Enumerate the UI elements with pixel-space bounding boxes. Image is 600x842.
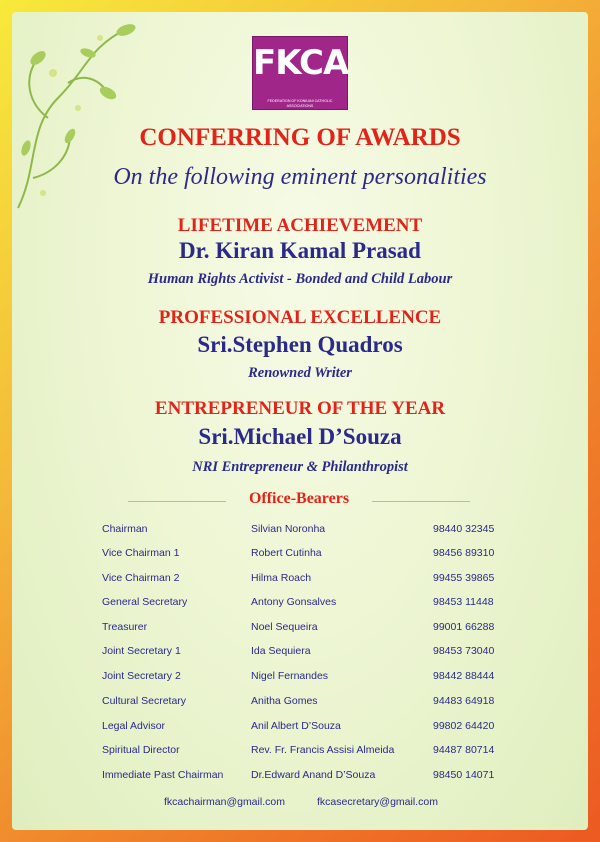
- office-bearer-row: [0, 621, 600, 637]
- office-bearer-row: [0, 720, 600, 736]
- logo-text: FKCA: [253, 43, 349, 83]
- office-bearer-row: [0, 695, 600, 711]
- bearer-phone: 98450 14071: [433, 769, 495, 781]
- bearer-role: General Secretary: [102, 596, 188, 608]
- office-bearers-heading: Office-Bearers: [248, 490, 350, 507]
- page-title: CONFERRING OF AWARDS: [139, 124, 461, 151]
- bearer-name: Antony Gonsalves: [251, 596, 337, 608]
- award-category: PROFESSIONAL EXCELLENCE: [158, 307, 442, 328]
- award-recipient-description: NRI Entrepreneur & Philanthropist: [192, 459, 408, 475]
- office-bearer-row: [0, 744, 600, 760]
- office-bearer-row: [0, 547, 600, 563]
- bearer-phone: 94483 64918: [433, 695, 495, 707]
- award-category: ENTREPRENEUR OF THE YEAR: [154, 398, 446, 419]
- bearer-name: Nigel Fernandes: [251, 670, 329, 682]
- office-bearer-row: [0, 572, 600, 588]
- award-recipient-name: Sri.Stephen Quadros: [197, 332, 403, 357]
- bearer-role: Spiritual Director: [102, 744, 180, 756]
- award-recipient-name: Dr. Kiran Kamal Prasad: [179, 238, 421, 263]
- secretary-email-link[interactable]: fkcasecretary@gmail.com: [317, 796, 438, 808]
- award-recipient-description: Renowned Writer: [248, 365, 352, 381]
- office-bearer-row: [0, 670, 600, 686]
- bearer-role: Joint Secretary 1: [102, 645, 181, 657]
- award-recipient-description: Human Rights Activist - Bonded and Child Labour: [147, 271, 453, 287]
- bearer-phone: 99802 64420: [433, 720, 495, 732]
- bearer-role: Immediate Past Chairman: [102, 769, 224, 781]
- bearer-phone: 98453 73040: [433, 645, 495, 657]
- bearer-phone: 99001 66288: [433, 621, 495, 633]
- bearer-role: Vice Chairman 2: [102, 572, 180, 584]
- bearer-name: Robert Cutinha: [251, 547, 322, 559]
- bearer-phone: 99455 39865: [433, 572, 495, 584]
- office-bearer-row: [0, 596, 600, 612]
- bearer-role: Vice Chairman 1: [102, 547, 180, 559]
- office-bearer-row: [0, 645, 600, 661]
- bearer-name: Anil Albert D’Souza: [251, 720, 341, 732]
- bearer-phone: 98440 32345: [433, 523, 495, 535]
- bearer-role: Legal Advisor: [102, 720, 166, 732]
- office-bearer-row: [0, 769, 600, 785]
- divider-line: [372, 501, 470, 502]
- award-recipient-name: Sri.Michael D’Souza: [198, 424, 402, 449]
- chairman-email-link[interactable]: fkcachairman@gmail.com: [164, 796, 285, 808]
- bearer-name: Rev. Fr. Francis Assisi Almeida: [251, 744, 395, 756]
- bearer-role: Joint Secretary 2: [102, 670, 181, 682]
- logo-tagline: FEDERATION OF KONKANI CATHOLIC ASSOCIATIONS: [267, 99, 333, 108]
- office-bearer-row: [0, 523, 600, 539]
- bearer-name: Dr.Edward Anand D’Souza: [251, 769, 376, 781]
- bearer-role: Treasurer: [102, 621, 148, 633]
- bearer-name: Noel Sequeira: [251, 621, 318, 633]
- fkca-logo: [252, 36, 348, 110]
- bearer-role: Chairman: [102, 523, 148, 535]
- bearer-phone: 98442 88444: [433, 670, 495, 682]
- bearer-name: Silvian Noronha: [251, 523, 326, 535]
- bearer-name: Ida Sequiera: [251, 645, 311, 657]
- office-bearers-header: [0, 490, 600, 512]
- award-category: LIFETIME ACHIEVEMENT: [177, 215, 423, 236]
- bearer-phone: 98453 11448: [433, 596, 494, 608]
- bearer-role: Cultural Secretary: [102, 695, 187, 707]
- bearer-name: Anitha Gomes: [251, 695, 318, 707]
- bearer-phone: 98456 89310: [433, 547, 495, 559]
- divider-line: [128, 501, 226, 502]
- bearer-phone: 94487 80714: [433, 744, 495, 756]
- bearer-name: Hilma Roach: [251, 572, 312, 584]
- page-subtitle: On the following eminent personalities: [113, 164, 487, 190]
